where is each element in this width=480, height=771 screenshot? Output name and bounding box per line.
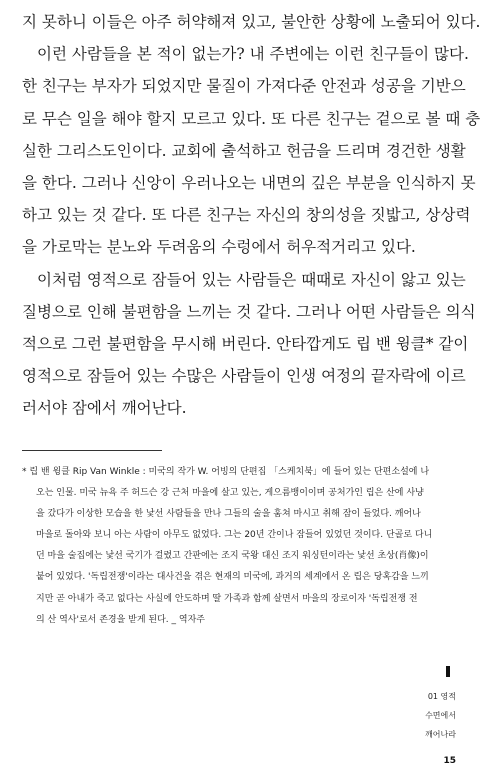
text-line: 을 한다. 그러나 신앙이 우러나오는 내면의 깊은 부분을 인식하지 못 <box>22 174 476 193</box>
text-line: 이런 사람들을 본 적이 없는가? 내 주변에는 이런 친구들이 많다. <box>37 45 469 64</box>
footnote-line: 의 산 역사'로서 존경을 받게 된다. _ 역자주 <box>36 614 205 625</box>
text-line: 한 친구는 부자가 되었지만 물질이 가져다준 안전과 성공을 기반으 <box>22 77 466 96</box>
text-line: 로 무슨 일을 해야 할지 모르고 있다. 또 다른 친구는 겉으로 볼 때 충 <box>22 109 480 128</box>
chapter-label: 01 영적 <box>427 692 456 701</box>
text-line: 영적으로 잠들어 있는 수많은 사람들이 인생 여정의 끝자락에 이르 <box>22 367 466 386</box>
text-line: 지 못하니 이들은 아주 허약해져 있고, 불안한 상황에 노출되어 있다. <box>22 13 480 31</box>
footnote <box>22 462 433 631</box>
text-line: 하고 있는 것 같다. 또 다른 친구는 자신의 창의성을 짓밟고, 상상력 <box>22 206 471 225</box>
footnote-line: 을 갔다가 이상한 모습을 한 낯선 사람들을 만나 그들의 술을 훔쳐 마시고 취해 잠이 들었다. 깨어나 <box>36 509 421 520</box>
text-line: 이처럼 영적으로 잠들어 있는 사람들은 때때로 자신이 앓고 있는 <box>37 270 466 289</box>
footnote-line: 지만 곧 아내가 죽고 없다는 사실에 안도하며 딸 가족과 함께 살면서 마을의 장로이자 '독립전쟁 전 <box>36 593 418 604</box>
footnote-line: * 립 밴 윙클 Rip Van Winkle : 미국의 작가 W. 어빙의 단편집 「스케치북」에 들어 있는 단편소설에 나 <box>22 467 430 477</box>
text-line: 을 가로막는 분노와 두려움의 수렁에서 허우적거리고 있다. <box>22 238 416 257</box>
footnote-line: 던 마을 술집에는 낯선 국기가 걸렸고 간판에는 조지 국왕 대신 조지 워싱턴이라는 낯선 초상(肖像)이 <box>36 551 429 562</box>
footnote-line: 붙어 있었다. '독립전쟁'이라는 대사건을 겪은 현재의 미국에, 과거의 세계에서 온 립은 당혹감을 느끼 <box>36 572 429 583</box>
main-text <box>22 6 480 425</box>
text-line: 적으로 그런 불편함을 무시해 버린다. 안타깝게도 립 밴 윙클* 같이 <box>22 335 469 354</box>
footnote-line: 마을로 돌아와 보니 아는 사람이 아무도 없었다. 그는 20년 간이나 잠들어 있었던 것이다. 단골로 다니 <box>36 530 433 541</box>
text-line: 질병으로 인해 불편함을 느끼는 것 같다. 그러나 어떤 사람들은 의식 <box>22 302 476 321</box>
footnote-line: 오는 인물. 미국 뉴욕 주 허드슨 강 근처 마을에 살고 있는, 게으름뱅이이며 공처가인 립은 산에 사냥 <box>36 488 424 499</box>
chapter-marker-bar <box>446 666 450 677</box>
text-line: 러서야 잠에서 깨어난다. <box>22 399 187 418</box>
text-line: 실한 그리스도인이다. 교회에 출석하고 헌금을 드리며 경건한 생활 <box>22 141 466 160</box>
footnote-divider <box>22 450 162 451</box>
page-number: 15 <box>443 756 456 766</box>
chapter-title-line: 수면에서 <box>425 711 456 720</box>
chapter-title-line: 깨어나라 <box>425 730 456 739</box>
